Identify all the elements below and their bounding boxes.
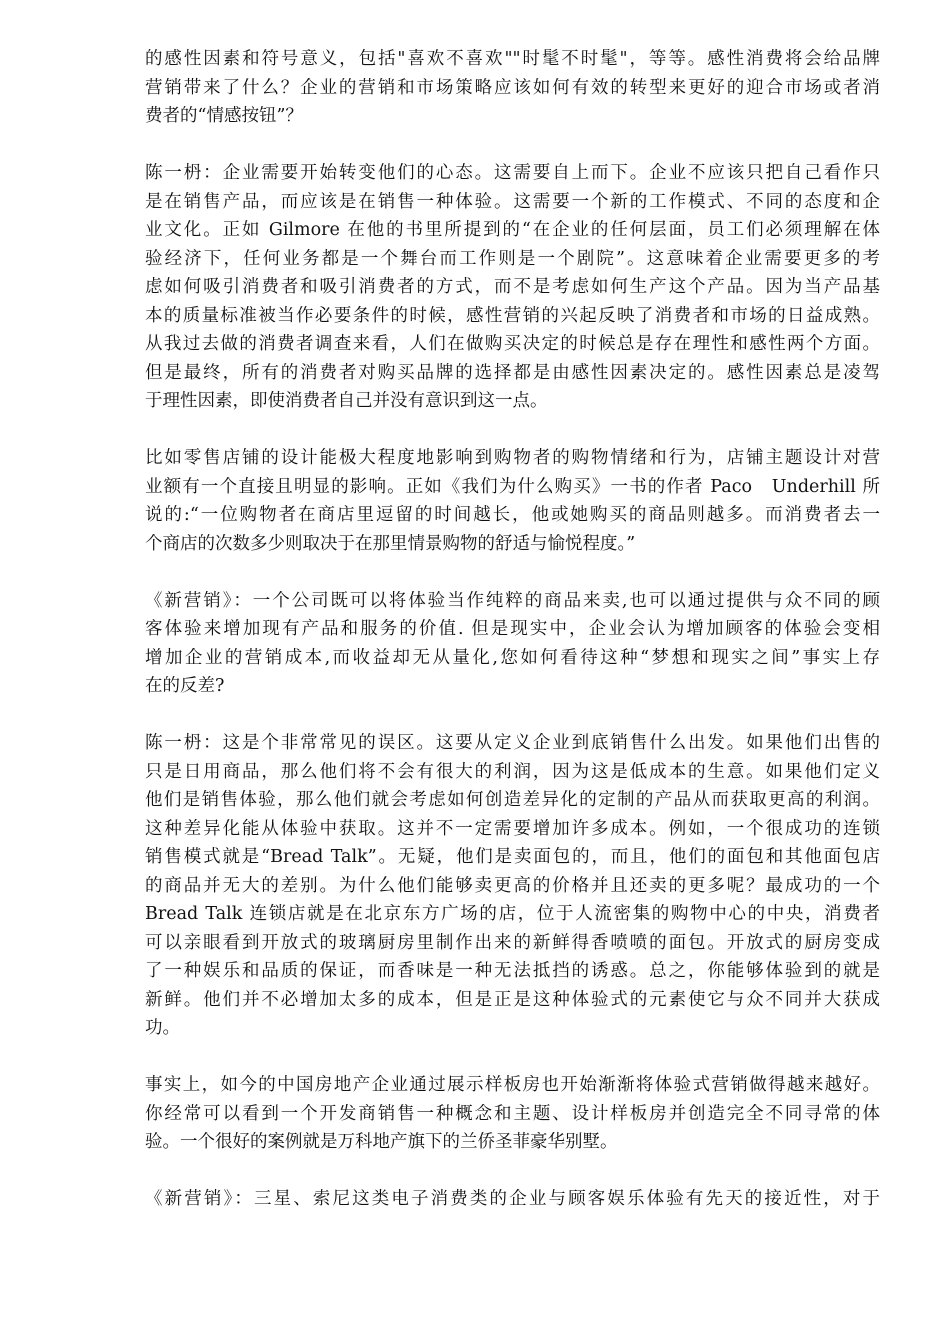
- text-line: 只是日用商品，那么他们将不会有很大的利润，因为这是低成本的生意。如果他们定义: [145, 761, 880, 782]
- text-line: 是在销售产品，而应该是在销售一种体验。这需要一个新的工作模式、不同的态度和企: [145, 191, 880, 212]
- text-line: 《新营销》：一个公司既可以将体验当作纯粹的商品来卖,也可以通过提供与众不同的顾: [145, 590, 880, 611]
- text-line: 的感性因素和符号意义，包括"喜欢不喜欢""时髦不时髦"，等等。感性消费将会给品牌: [145, 49, 880, 69]
- text-line: 的商品并无大的差别。为什么他们能够卖更高的价格并且还卖的更多呢？最成功的一个: [145, 875, 880, 896]
- text-line: 说的:“一位购物者在商店里逗留的时间越长，他或她购买的商品则越多。而消费者去一: [145, 505, 880, 525]
- text-line: 新鲜。他们并不必增加太多的成本，但是正是这种体验式的元素使它与众不同并大获成: [145, 989, 880, 1010]
- paragraph: [145, 1071, 880, 1157]
- text-line: 验。一个很好的案例就是万科地产旗下的兰侨圣菲豪华别墅。: [145, 1132, 618, 1152]
- text-line: 你经常可以看到一个开发商销售一种概念和主题、设计样板房并创造完全不同寻常的体: [145, 1103, 880, 1124]
- text-line: 虑如何吸引消费者和吸引消费者的方式，而不是考虑如何生产这个产品。因为当产品基: [145, 277, 880, 297]
- text-line: 本的质量标准被当作必要条件的时候，感性营销的兴起反映了消费者和市场的日益成熟。: [145, 305, 880, 326]
- text-line: 《新营销》：三星、索尼这类电子消费类的企业与顾客娱乐体验有先天的接近性，对于: [145, 1189, 880, 1209]
- text-line: 他们是销售体验，那么他们就会考虑如何创造差异化的定制的产品从而获取更高的利润。: [145, 790, 880, 810]
- text-line: 事实上，如今的中国房地产企业通过展示样板房也开始渐渐将体验式营销做得越来越好。: [145, 1075, 880, 1095]
- text-line: 营销带来了什么？企业的营销和市场策略应该如何有效的转型来更好的迎合市场或者消: [145, 77, 880, 98]
- text-line: 功。: [145, 1018, 180, 1038]
- text-line: 可以亲眼看到开放式的玻璃厨房里制作出来的新鲜得香喷喷的面包。开放式的厨房变成: [145, 932, 880, 953]
- text-line: 业文化。正如 Gilmore 在他的书里所提到的“在企业的任何层面，员工们必须理解在体: [145, 220, 880, 240]
- text-line: 费者的“情感按钮”？: [145, 106, 303, 126]
- text-line: Bread Talk 连锁店就是在北京东方广场的店，位于人流密集的购物中心的中央，消费者: [145, 904, 880, 924]
- paragraph: [145, 729, 880, 1043]
- text-line: 陈一枬：企业需要开始转变他们的心态。这需要自上而下。企业不应该只把自己看作只: [145, 163, 880, 183]
- paragraph: [145, 444, 880, 558]
- document-body: [145, 45, 880, 1242]
- paragraph: [145, 45, 880, 131]
- paragraph: [145, 159, 880, 416]
- text-line: 比如零售店铺的设计能极大程度地影响到购物者的购物情绪和行为，店铺主题设计对营: [145, 448, 880, 468]
- text-line: 于理性因素，即使消费者自己并没有意识到这一点。: [145, 391, 548, 411]
- text-line: 在的反差?: [145, 676, 225, 696]
- text-line: 业额有一个直接且明显的影响。正如《我们为什么购买》一书的作者 Paco Underhill 所: [145, 476, 880, 497]
- paragraph: [145, 587, 880, 701]
- text-line: 了一种娱乐和品质的保证，而香味是一种无法抵挡的诱惑。总之，你能够体验到的就是: [145, 961, 880, 981]
- paragraph: [145, 1185, 880, 1214]
- text-line: 销售模式就是“Bread Talk”。无疑，他们是卖面包的，而且，他们的面包和其他面包店: [145, 847, 880, 867]
- text-line: 从我过去做的消费者调查来看，人们在做购买决定的时候总是存在理性和感性两个方面。: [145, 334, 880, 354]
- text-line: 个商店的次数多少则取决于在那里情景购物的舒适与愉悦程度。”: [145, 533, 636, 554]
- text-line: 陈一枬：这是个非常常见的误区。这要从定义企业到底销售什么出发。如果他们出售的: [145, 733, 880, 753]
- text-line: 验经济下，任何业务都是一个舞台而工作则是一个剧院”。这意味着企业需要更多的考: [145, 248, 880, 269]
- text-line: 但是最终，所有的消费者对购买品牌的选择都是由感性因素决定的。感性因素总是凌驾: [145, 362, 880, 383]
- text-line: 增加企业的营销成本,而收益却无从量化,您如何看待这种“梦想和现实之间”事实上存: [145, 647, 880, 668]
- text-line: 客体验来增加现有产品和服务的价值. 但是现实中，企业会认为增加顾客的体验会变相: [145, 619, 880, 639]
- text-line: 这种差异化能从体验中获取。这并不一定需要增加许多成本。例如，一个很成功的连锁: [145, 818, 880, 839]
